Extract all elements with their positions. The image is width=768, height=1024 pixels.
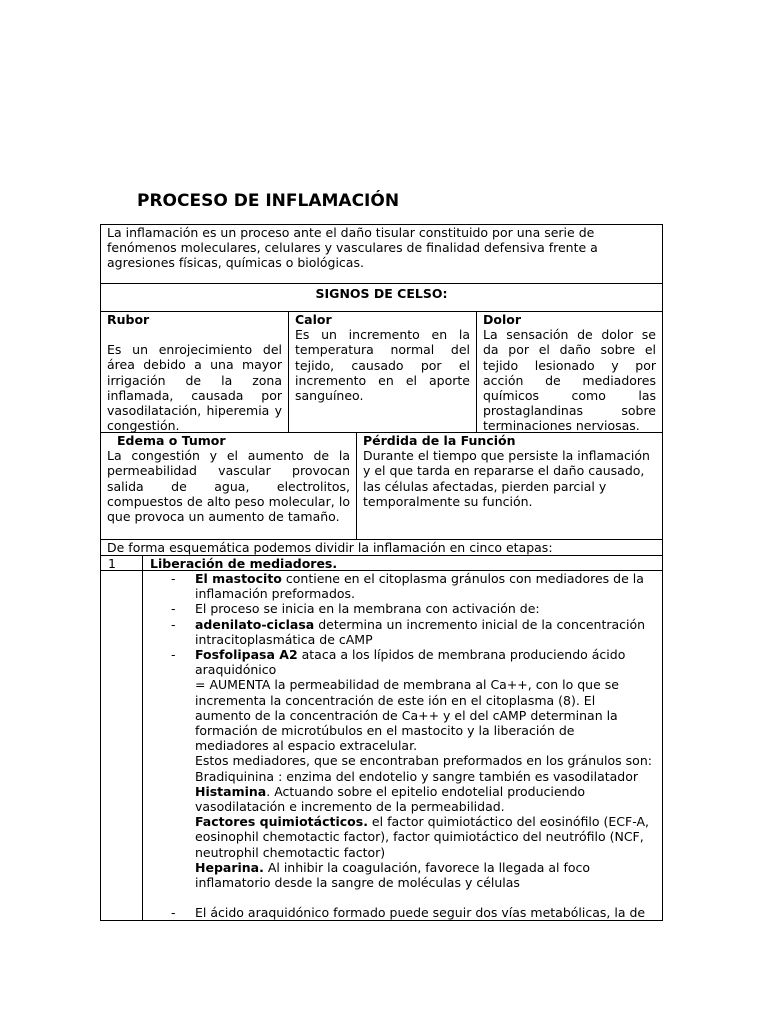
signs-row-2	[100, 432, 663, 540]
dolor-cell	[477, 312, 662, 433]
paragraph	[143, 814, 662, 860]
perdida-title: Pérdida de la Función	[363, 433, 516, 448]
calor-cell	[289, 312, 477, 433]
paragraph	[143, 860, 662, 890]
stage-content-row	[100, 570, 663, 921]
dolor-text: La sensación de dolor se da por el daño sobre el tejido lesionado y por acción de mediadores químicos como las prostaglandinas sobre terminaciones nerviosas.	[483, 327, 656, 433]
bold-term: Heparina.	[195, 859, 264, 875]
bullet-dash: -	[171, 616, 176, 632]
signs-heading: SIGNOS DE CELSO:	[315, 286, 448, 301]
bullet-dash: -	[171, 905, 176, 920]
edema-title: Edema o Tumor	[117, 433, 226, 448]
paragraph	[143, 784, 662, 814]
stages-intro-text: De forma esquemática podemos dividir la inflamación en cinco etapas:	[107, 540, 553, 555]
list-item	[143, 617, 662, 647]
item-text: determina un incremento inicial de la concentración intracitoplasmática de cAMP	[195, 616, 646, 647]
bold-term: El mastocito	[195, 571, 282, 586]
intro-cell	[100, 224, 663, 284]
calor-title: Calor	[295, 312, 332, 327]
bullet-dash: -	[171, 647, 176, 663]
item-text: . Actuando sobre el epitelio endotelial produciendo vasodilatación e incremento de la permeabilidad.	[195, 783, 586, 815]
stage-number: 1	[101, 556, 143, 571]
bold-term: Factores quimiotácticos.	[195, 814, 368, 830]
list-item	[143, 601, 662, 616]
item-text: ataca a los lípidos de membrana produciendo ácido araquidónico	[195, 647, 626, 678]
bullet-dash: -	[171, 601, 176, 617]
edema-cell	[101, 433, 357, 540]
item-text: Al inhibir la coagulación, favorece la llegada al foco inflamatorio desde la sangre de moléculas y células	[195, 859, 591, 891]
item-text: El ácido araquidónico formado puede seguir dos vías metabólicas, la de	[195, 905, 646, 920]
bold-term: Histamina	[195, 783, 267, 799]
item-text: El proceso se inicia en la membrana con activación de:	[195, 601, 540, 617]
list-item	[143, 571, 662, 601]
stage-number-empty	[101, 571, 143, 920]
paragraph: = AUMENTA la permeabilidad de membrana al Ca++, con lo que se incrementa la concentración de este ión en el citoplasma (8). El aumento de la concentración de Ca++ y el del cAMP determinan la formación de microtúbulos en el mastocito y la liberación de mediadores al espacio extracelular.	[195, 677, 619, 754]
rubor-cell	[101, 312, 289, 433]
paragraph: Bradiquinina : enzima del endotelio y sangre también es vasodilatador	[195, 768, 639, 784]
signs-heading-cell	[100, 283, 663, 312]
stage-content	[143, 571, 662, 920]
signs-row-1	[100, 311, 663, 433]
list-item	[143, 647, 662, 677]
bold-term: adenilato-ciclasa	[195, 616, 315, 632]
page-title: PROCESO DE INFLAMACIÓN	[137, 191, 400, 211]
stage-header-row	[100, 555, 663, 571]
calor-text: Es un incremento en la temperatura normal del tejido, causado por el incremento en el aporte sanguíneo.	[295, 327, 470, 404]
intro-text: La inflamación es un proceso ante el daño tisular constituido por una serie de fenómenos moleculares, celulares y vasculares de finalidad defensiva frente a agresiones físicas, químicas o biológicas.	[107, 225, 598, 271]
spacer	[143, 890, 662, 905]
item-text: contiene en el citoplasma gránulos con mediadores de la inflamación preformados.	[195, 571, 644, 602]
stages-intro-cell	[100, 539, 663, 556]
list-item	[143, 905, 662, 920]
rubor-title: Rubor	[107, 312, 150, 327]
perdida-cell	[357, 433, 662, 540]
stage-name: Liberación de mediadores.	[150, 556, 338, 571]
dolor-title: Dolor	[483, 312, 522, 327]
bold-term: Fosfolipasa A2	[195, 647, 298, 663]
edema-text: La congestión y el aumento de la permeabilidad vascular provocan salida de agua, electrolitos, compuestos de alto peso molecular, lo que provoca un aumento de tamaño.	[107, 448, 350, 525]
item-text: el factor quimiotáctico del eosinófilo (ECF-A, eosinophil chemotactic factor), factor quimiotáctico del neutrófilo (NCF, neutrophil chemotactic factor)	[195, 814, 649, 860]
paragraph: Estos mediadores, que se encontraban preformados en los gránulos son:	[195, 753, 652, 769]
rubor-text: Es un enrojecimiento del área debido a una mayor irrigación de la zona inflamada, causada por vasodilatación, hiperemia y congestión.	[107, 342, 282, 433]
perdida-text: Durante el tiempo que persiste la inflamación y el que tarda en repararse el daño causado, las células afectadas, pierden parcial y temporalmente su función.	[363, 448, 650, 509]
bullet-dash: -	[171, 571, 176, 586]
